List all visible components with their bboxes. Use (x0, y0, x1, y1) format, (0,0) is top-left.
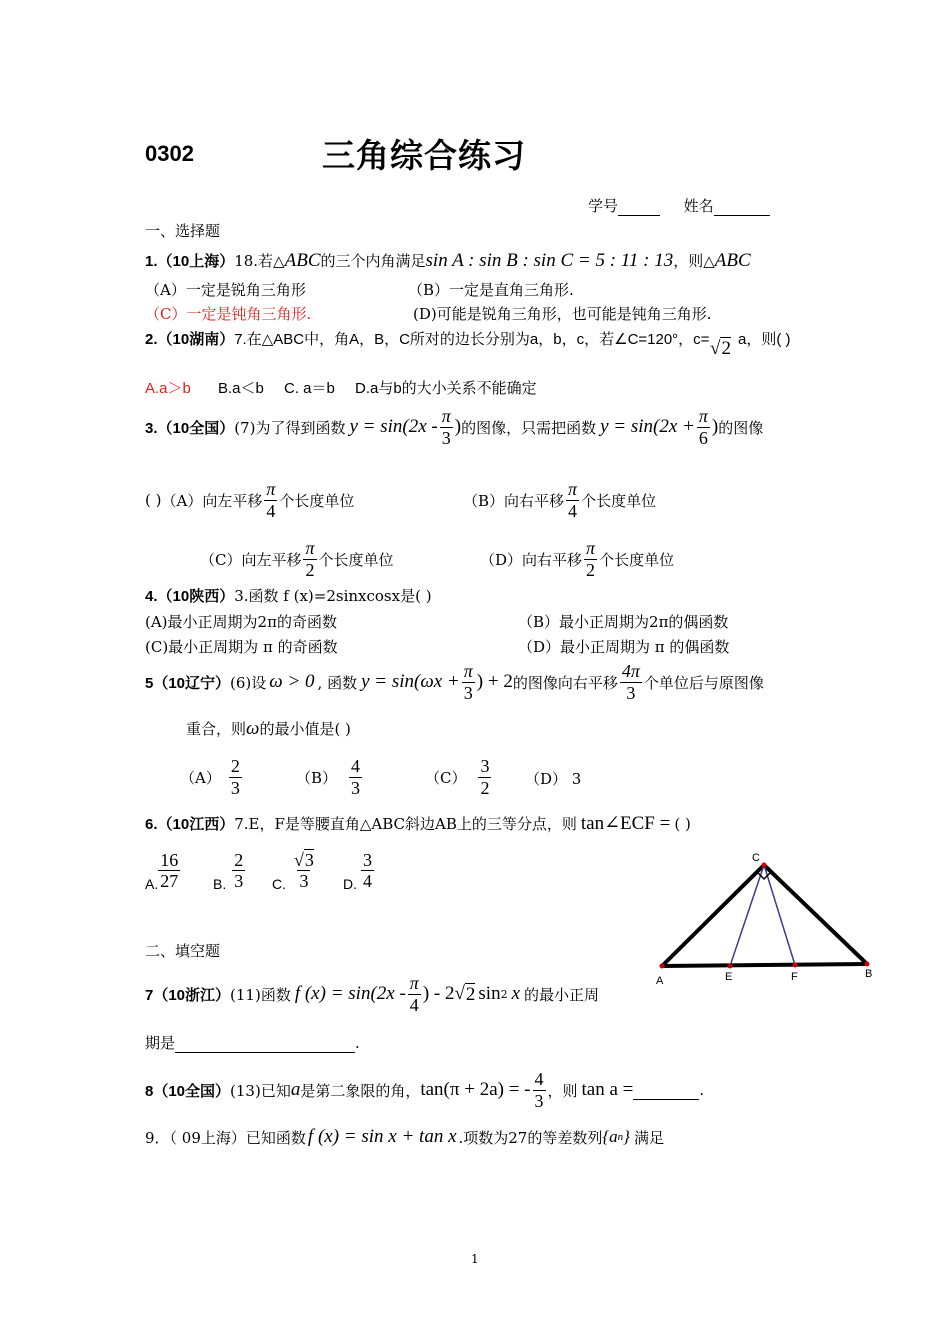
q4-number: 4.（10陕西） (145, 588, 235, 605)
q4-option-d: （D）最小正周期为 π 的偶函数 (518, 638, 730, 656)
q1-option-c: （C）一定是钝角三角形. (145, 305, 312, 323)
q3-frac2: $\frac{\pi}{6}$ (698, 405, 708, 448)
q2-option-b: B.a＜b (218, 380, 264, 397)
q6-option-b: B. $\frac{2}{3}$ (213, 849, 244, 892)
label-f: F (791, 971, 798, 983)
q5-option-d: （D） 3 (525, 770, 582, 788)
q6-option-c: C. $\frac{√3}{3}$ (272, 849, 314, 892)
label-a: A (656, 975, 664, 987)
q2-option-d: D.a与b的大小关系不能确定 (355, 380, 537, 397)
q6-option-d: D. $\frac{3}{4}$ (343, 849, 372, 892)
q9-stem: 9．（ 09上海） 已知函数 f (x) = sin x + tan x .项数为27的等差数列 {a n } 满足 (145, 1126, 664, 1147)
label-b: B (865, 968, 873, 980)
student-info (588, 195, 770, 216)
q7-stem: 7（10浙江） (11)函数 f (x) = sin(2x - $\frac{\pi}{4}$ ) - 2 √ 2 sin 2 x 的最小正周 (145, 972, 600, 1015)
q3-option-a: ( ) （A）向左平移 $\frac{\pi}{4}$ 个长度单位 (145, 478, 355, 521)
side-ab (662, 964, 867, 966)
q5-option-c: （C） $\frac{3}{2}$ (425, 755, 490, 798)
q2-option-c: C. a＝b (284, 380, 335, 397)
q2-option-a: A.a＞b (145, 380, 191, 397)
q8-stem: 8（10全国） (13)已知 a 是第二象限的角， tan(π + 2a) = - $\frac{4}{3}$ ，则 tan a = . (145, 1068, 705, 1111)
point-a (660, 964, 665, 969)
section2-title: 二、填空题 (145, 942, 221, 960)
q1-number: 1.（10上海） (145, 253, 235, 270)
page-title: 三角综合练习 (322, 136, 526, 175)
name-label: 姓名 (683, 197, 714, 215)
q5-option-b: （B） $\frac{4}{3}$ (296, 755, 361, 798)
q5-line2: 重合，则ω的最小值是( ) (186, 718, 351, 739)
q5-number: 5（10辽宁） (145, 674, 231, 692)
q2-number: 2.（10湖南） (145, 331, 235, 348)
q3-frac1: $\frac{\pi}{3}$ (441, 405, 451, 448)
page-number: 1 (471, 1252, 479, 1266)
triangle-figure (650, 845, 885, 990)
q9-number: 9．（ 09上海） (145, 1128, 246, 1147)
point-e (728, 964, 733, 969)
side-ca (662, 865, 764, 966)
point-c (762, 863, 767, 868)
q6-stem: 6.（10江西）7.E，F是等腰直角△ABC斜边AB上的三等分点，则 tan∠ECF = ( ) (145, 813, 691, 834)
q5-stem: 5（10辽宁） (6)设 ω > 0 , 函数 y = sin(ωx + $\frac{\pi}{3}$ ) + 2 的图像向右平移 $\frac{4\pi}{3}$ 个单位后与原图像 (145, 660, 764, 703)
q7-line2: 期是 . (145, 1034, 360, 1052)
q2-sqrt: √2 (710, 338, 731, 359)
student-no-label: 学号 (588, 197, 619, 215)
q3-option-b: （B）向右平移 $\frac{\pi}{4}$ 个长度单位 (463, 478, 657, 521)
q4-option-c: (C)最小正周期为 π 的奇函数 (145, 638, 338, 656)
q5-option-a: （A） $\frac{2}{3}$ (180, 755, 240, 798)
q1-option-d: (D)可能是锐角三角形，也可能是钝角三角形. (413, 305, 712, 323)
label-e: E (725, 971, 733, 983)
q1-option-b: （B）一定是直角三角形. (408, 281, 574, 299)
q6-option-a: A. $\frac{16}{27}$ (145, 849, 179, 892)
section1-title: 一、选择题 (145, 222, 221, 240)
q4-stem: 4.（10陕西）3.函数 f (x)=2sinxcosx是( ) (145, 587, 432, 605)
q3-stem: 3.（10全国） (7)为了得到函数 y = sin(2x - $\frac{\pi}{3}$ ) 的图像，只需把函数 y = sin(2x + $\frac{\pi}{6}$ ) 的图像 (145, 405, 764, 448)
q3-number: 3.（10全国） (145, 419, 235, 437)
q3-option-c: （C）向左平移 $\frac{\pi}{2}$ 个长度单位 (200, 537, 394, 580)
q3-option-d: （D）向右平移 $\frac{\pi}{2}$ 个长度单位 (480, 537, 675, 580)
q1-option-a: （A）一定是锐角三角形 (145, 281, 306, 299)
q1-stem: 1.（10上海）18.若△ABC的三个内角满足sin A : sin B : sin C = 5 : 11 : 13，则△ABC (145, 250, 751, 271)
q6-number: 6.（10江西） (145, 816, 235, 833)
point-f (793, 963, 798, 968)
q8-number: 8（10全国） (145, 1082, 231, 1100)
q4-option-a: (A)最小正周期为2π的奇函数 (145, 613, 337, 631)
label-c: C (752, 852, 760, 864)
q2-stem: 2.（10湖南）7.在△ABC中，角A，B，C所对的边长分别为a，b，c，若∠C=120°，c= (145, 331, 710, 348)
q2-tail: a，则( ) (738, 331, 791, 348)
doc-code: 0302 (145, 141, 194, 166)
q4-option-b: （B）最小正周期为2π的偶函数 (518, 613, 729, 631)
q1-formula: sin A : sin B : sin C = 5 : 11 : 13 (425, 250, 674, 271)
q7-number: 7（10浙江） (145, 986, 231, 1004)
point-b (865, 962, 870, 967)
